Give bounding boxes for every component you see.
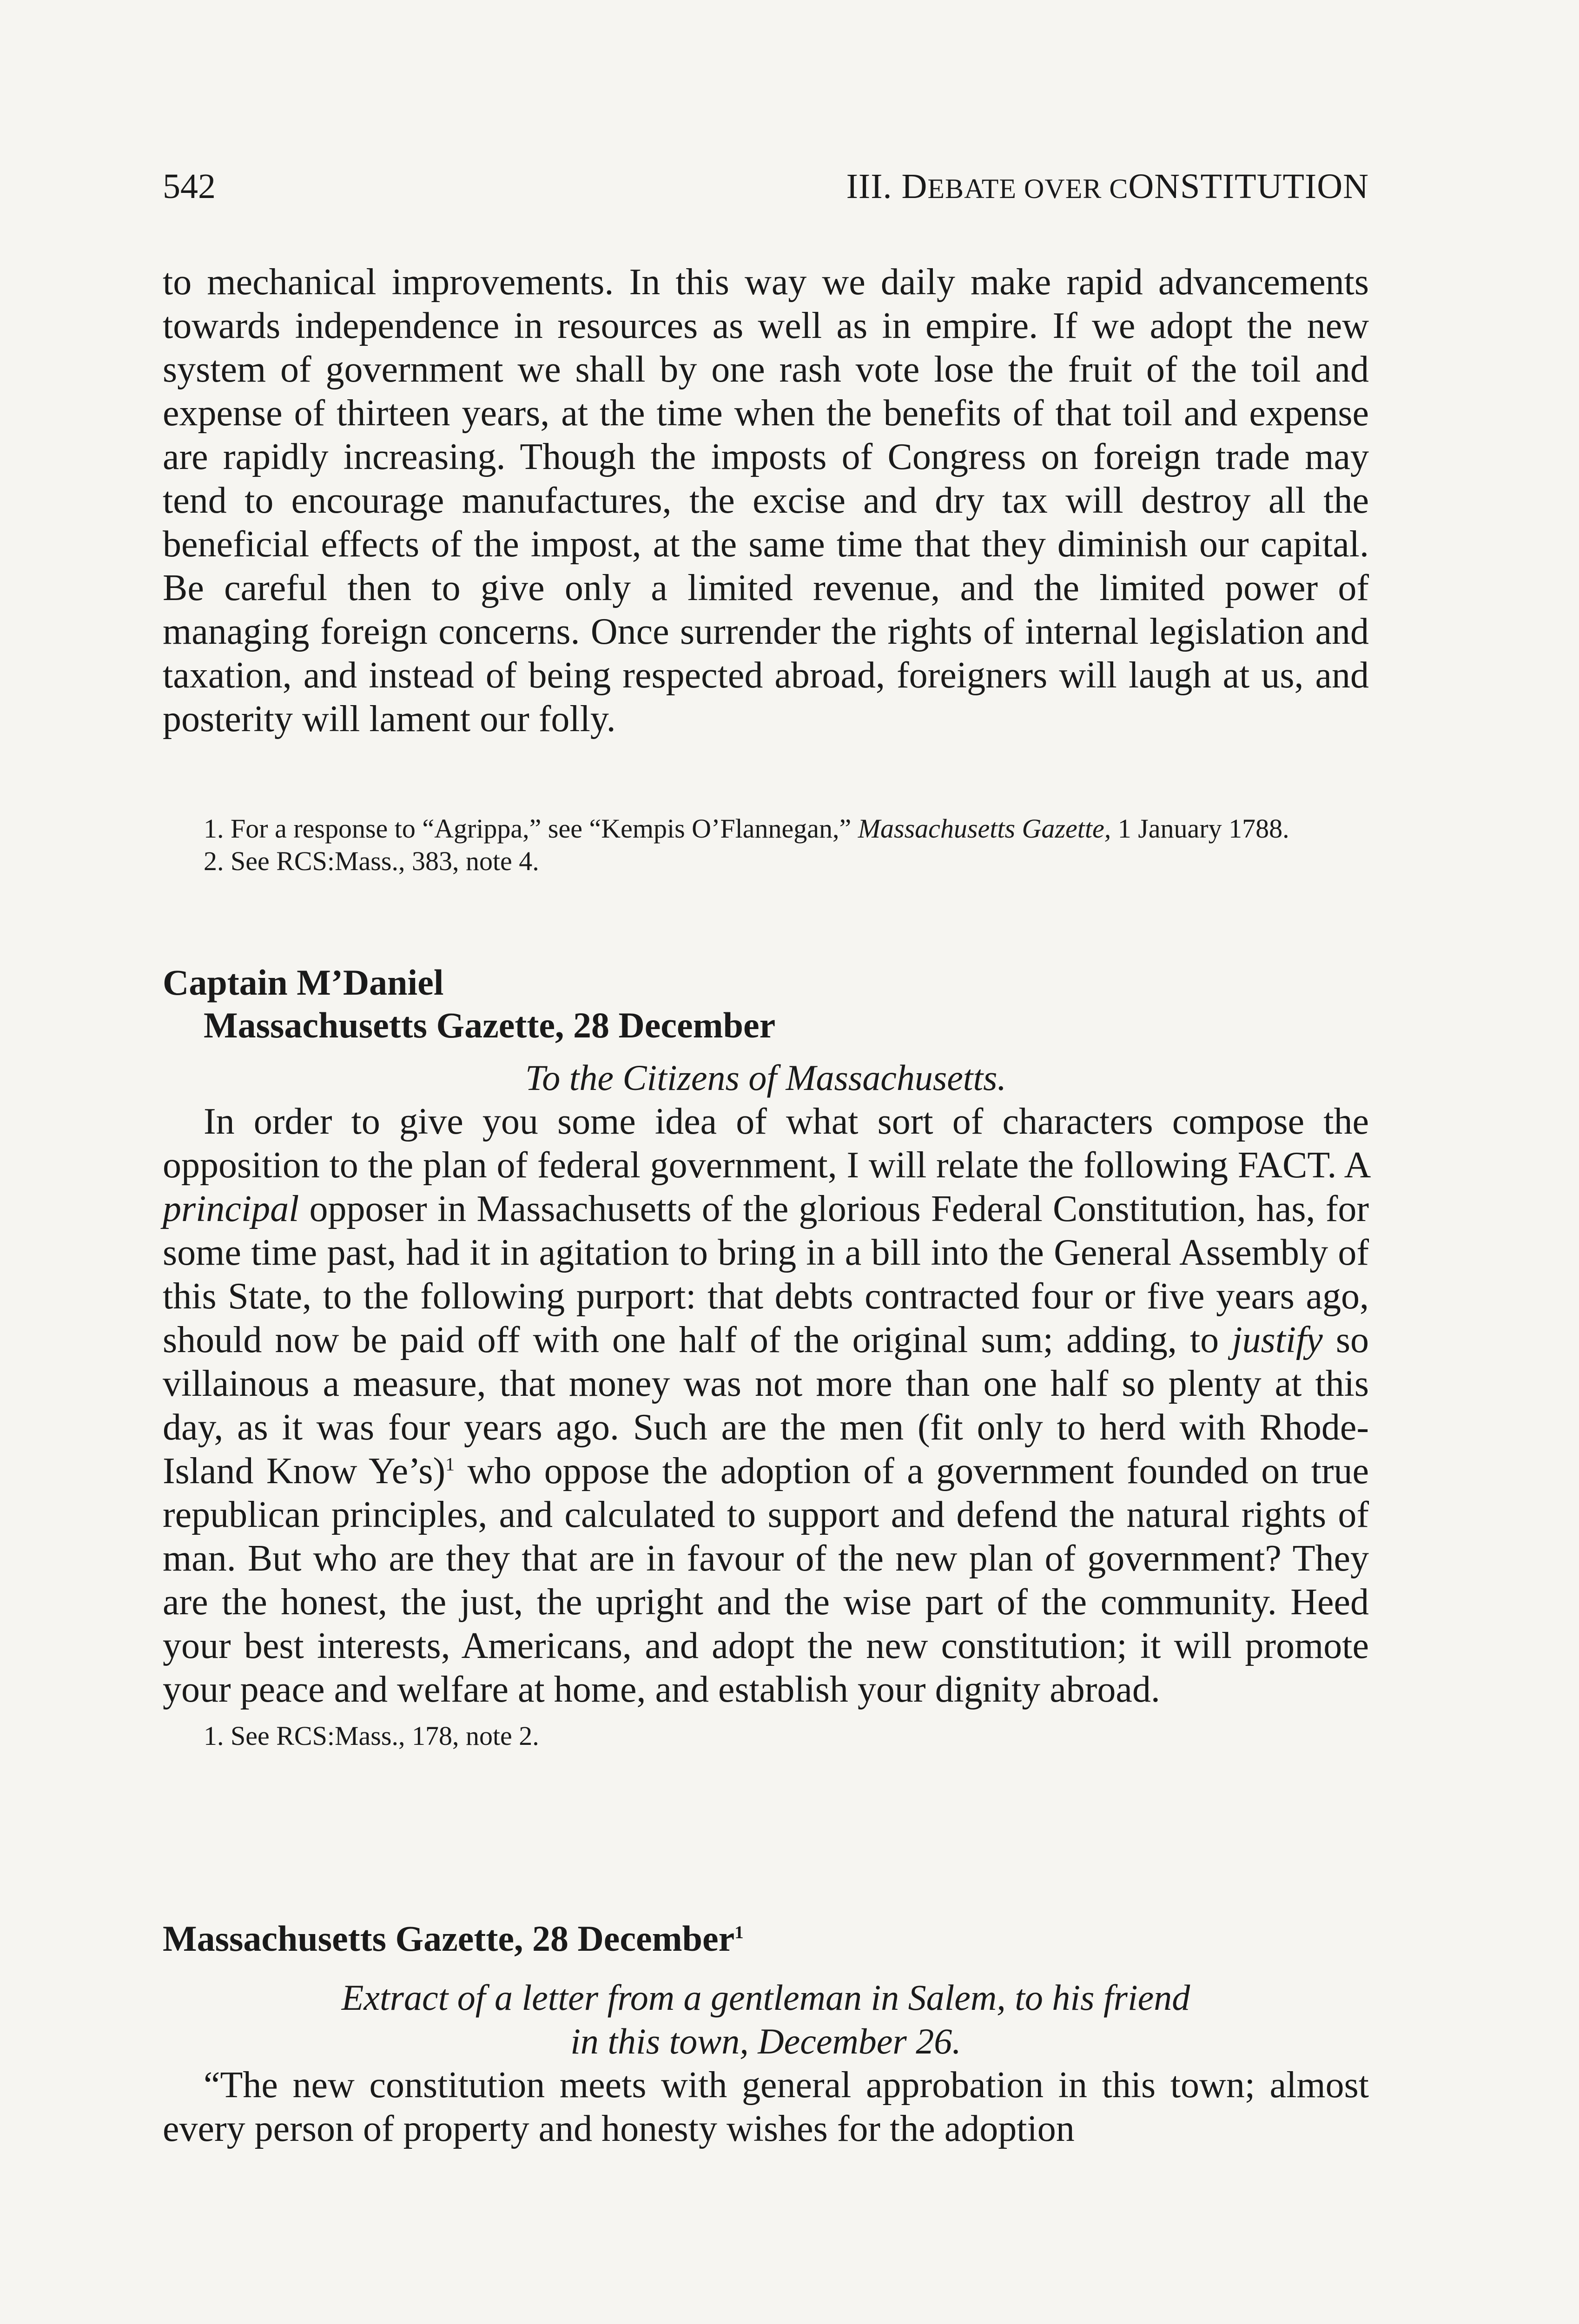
section-heading: Captain M’Daniel	[163, 962, 444, 1003]
letter-paragraph: “The new constitution meets with general approbation in this town; almost every person of property and honesty wishes for the adoption	[163, 2065, 1369, 2149]
section-massachusetts-gazette	[163, 1917, 1369, 2151]
section-paragraph: In order to give you some idea of what sort of characters compose the opposition to the plan of federal government, I will relate the following FACT. A principal opposer in Massachusetts of the glorious Federal Constitution, has, for some time past, had it in agitation to bring in a bill into the General Assembly of this State, to the following purport: that debts contracted four or five years ago, should now be paid off with one half of the original sum; adding, to justify so villainous a measure, that money was not more than one half so plenty at this day, as it was four years ago. Such are the men (fit only to herd with Rhode-Island Know Ye’s)$^1$ who oppose the adoption of a government founded on true republican principles, and calculated to support and defend the natural rights of man. But who are they that are in favour of the new plan of government? They are the honest, the just, the upright and the wise part of the community. Heed your best interests, Americans, and adopt the new constitution; it will promote your peace and welfare at home, and establish your dignity abroad.	[163, 1101, 1369, 1710]
extract-line-1: Extract of a letter from a gentleman in Salem, to his friend	[341, 1977, 1190, 2018]
page-number: 542	[163, 167, 216, 206]
running-head	[163, 166, 1369, 213]
section-heading: Massachusetts Gazette, 28 December$^1$	[163, 1918, 744, 1959]
section-subheading: Massachusetts Gazette, 28 December	[204, 1005, 776, 1045]
footnotes-first	[163, 812, 1369, 878]
footnote-2: 2. See RCS:Mass., 383, note 4.	[204, 846, 539, 876]
section-captain-mdaniel	[163, 961, 1369, 1752]
continued-paragraph: to mechanical improvements. In this way we daily make rapid advancements towards independence in resources as well as in empire. If we adopt the new system of government we shall by one rash vote lose the fruit of the toil and expense of thirteen years, at the time when the benefits of that toil and expense are rapidly increasing. Though the imposts of Congress on foreign trade may tend to encourage manufactures, the excise and dry tax will destroy all the beneficial effects of the impost, at the same time that they diminish our capital. Be careful then to give only a limited revenue, and the limited power of managing foreign concerns. Once surrender the rights of internal legislation and taxation, and instead of being respected abroad, foreigners will laugh at us, and posterity will lament our folly.	[163, 262, 1369, 739]
footnote-1: 1. For a response to “Agrippa,” see “Kempis O’Flannegan,” Massachusetts Gazette, 1 January 1788.	[204, 813, 1289, 844]
extract-line-2: in this town, December 26.	[570, 2021, 961, 2061]
salutation: To the Citizens of Massachusetts.	[525, 1057, 1007, 1098]
running-title: III. DEBATE OVER CONSTITUTION	[846, 167, 1369, 206]
section-footnote: 1. See RCS:Mass., 178, note 2.	[204, 1721, 539, 1751]
